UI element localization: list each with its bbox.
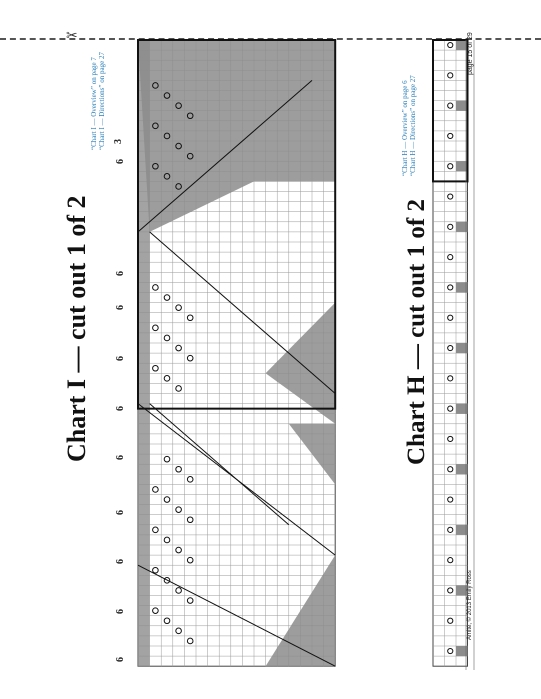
chart-i-directions-link[interactable]: “Chart I — Directions” on page 27 [98, 52, 106, 150]
repeat-number: 6 [115, 159, 126, 164]
repeat-number: 6 [115, 356, 126, 361]
scissors-icon: ✂ [66, 28, 78, 44]
repeat-number: 6 [115, 271, 126, 276]
copyright-notice: Amité, © 2013 Emily Ross [467, 570, 473, 640]
repeat-number: 6 [115, 406, 126, 411]
repeat-number: 6 [115, 510, 126, 515]
chart-i-overview-link[interactable]: “Chart I — Overview” on page 7 [90, 57, 98, 150]
chart-h-directions-link[interactable]: “Chart H — Directions” on page 27 [409, 75, 417, 176]
repeat-number: 6 [115, 657, 126, 662]
repeat-number: 3 [113, 139, 124, 144]
page-number: page 15 of 29 [467, 32, 474, 75]
chart-h-overview-link[interactable]: “Chart H — Overview” on page 6 [401, 80, 409, 176]
repeat-number: 6 [115, 559, 126, 564]
repeat-number: 6 [115, 305, 126, 310]
edge-column [138, 40, 150, 666]
repeat-number: 6 [115, 455, 126, 460]
chart-h-title: Chart H — cut out 1 of 2 [403, 199, 430, 465]
repeat-number: 6 [115, 609, 126, 614]
chart-i-title: Chart I — cut out 1 of 2 [62, 195, 91, 462]
